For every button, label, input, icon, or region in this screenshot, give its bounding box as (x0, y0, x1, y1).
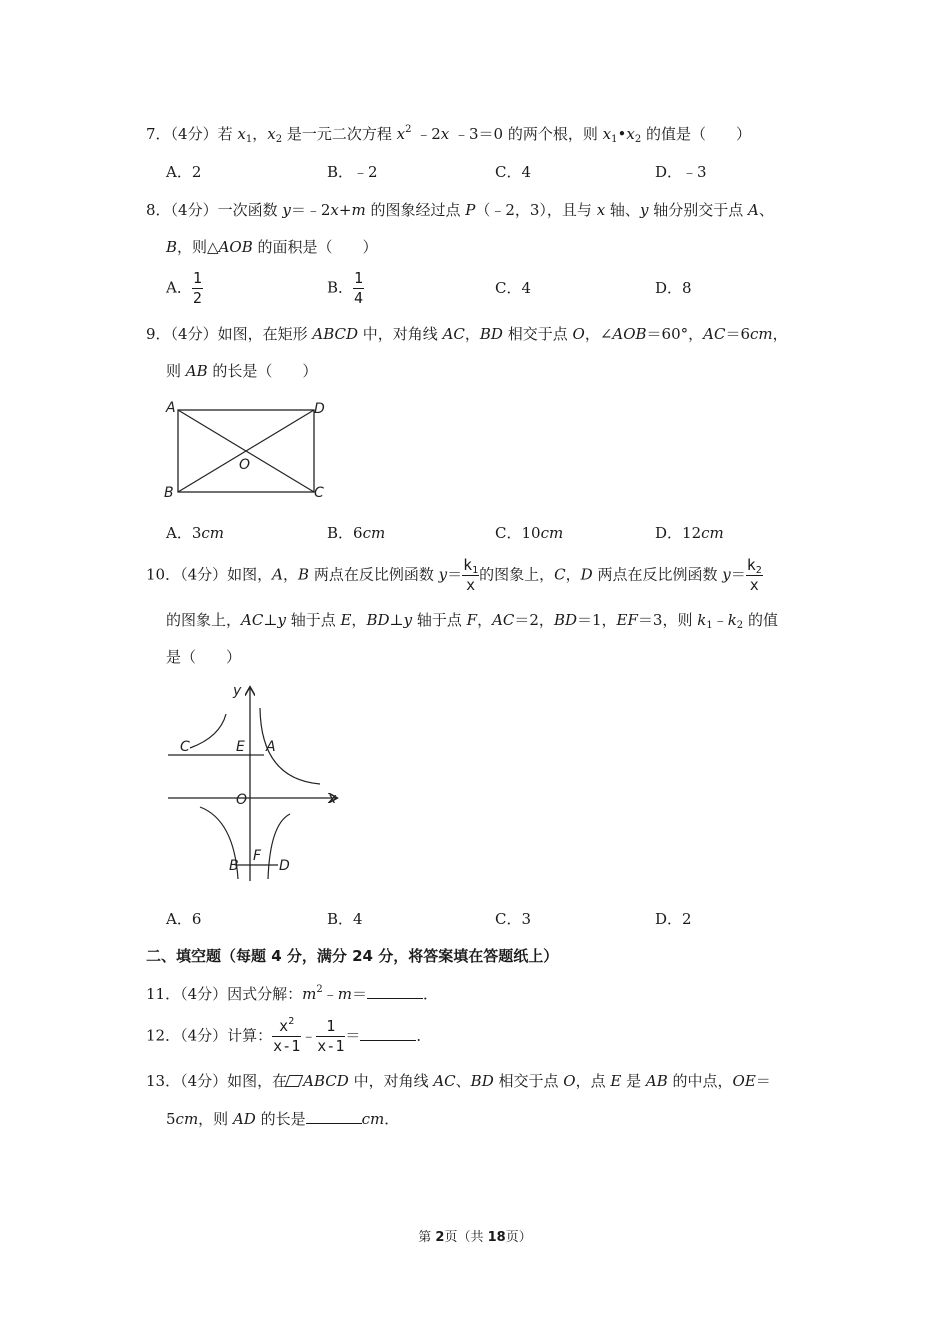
unit: cm (175, 1110, 199, 1128)
q-text: 轴于点 (285, 611, 341, 629)
var: AC (241, 611, 264, 629)
q9-option-d (655, 523, 724, 543)
var: AC (492, 611, 515, 629)
q-text: ， (464, 325, 480, 343)
question-9-line1 (146, 324, 788, 344)
total-pages: 18 (487, 1230, 506, 1245)
label-o: O (236, 792, 248, 808)
label-f: F (253, 848, 262, 864)
sub: 1 (472, 565, 479, 576)
q-text: 计算： (227, 1026, 273, 1045)
q-text: ． (384, 1110, 400, 1128)
q-text: 如图，在 (227, 1072, 288, 1090)
q-text: 两点在反比例函数 (309, 565, 439, 584)
question-13-line1 (146, 1071, 771, 1091)
var: B (298, 565, 310, 584)
footer-text: 页（共 (444, 1230, 488, 1245)
q-text: 如图， (227, 565, 273, 584)
denominator: x (466, 576, 476, 594)
sub: 2 (634, 134, 642, 145)
unit: cm (201, 524, 225, 542)
question-10-line1 (146, 557, 763, 594)
question-13-line2 (166, 1109, 399, 1129)
q-text: ． (416, 1026, 432, 1045)
label-x: x (328, 791, 337, 807)
q-num: 10． (146, 565, 181, 584)
var: x (440, 125, 450, 143)
var: EF (616, 611, 638, 629)
q-text: 若 (217, 125, 238, 143)
label-c: C (180, 739, 190, 755)
opt-value: 3 (191, 524, 202, 542)
q-text: ，则△ (177, 238, 219, 256)
var: x (396, 125, 406, 143)
var: y (282, 201, 291, 219)
q-text: 轴、 (605, 201, 640, 219)
page-footer (0, 1229, 950, 1247)
fraction-k2-over-x (746, 557, 763, 594)
unit: cm (362, 524, 386, 542)
label-e: E (236, 739, 245, 755)
question-12 (146, 1018, 431, 1055)
denominator: x-1 (317, 1037, 345, 1055)
var: B (166, 238, 178, 256)
fraction (353, 270, 364, 307)
denominator: x (749, 576, 759, 594)
opt-label: B． (327, 524, 354, 542)
var: AOB (612, 325, 647, 343)
var: m (302, 985, 317, 1003)
q-text: ， (351, 611, 367, 629)
question-10-line2 (166, 610, 778, 630)
var: BD (366, 611, 390, 629)
sup: 2 (288, 1016, 295, 1027)
denominator: x-1 (273, 1037, 301, 1055)
q-text: 的值 (743, 611, 778, 629)
q9-option-a (166, 523, 224, 543)
q-text: ＝﹣2 (290, 201, 331, 219)
q10-option-b: B．4 (327, 910, 363, 928)
q-text: ， (565, 565, 581, 584)
q-text: ＝ (730, 565, 746, 584)
q-text: ﹣ (301, 1026, 317, 1045)
numerator: 1 (326, 1017, 336, 1035)
q10-option-a: A．6 (166, 910, 202, 928)
q-score: （4分） (180, 565, 228, 584)
q-num: 8． (146, 201, 171, 219)
var: F (466, 611, 478, 629)
q-text: ﹣ (712, 611, 728, 629)
var: x (330, 201, 339, 219)
var: A (272, 565, 283, 584)
q-num: 13． (146, 1072, 181, 1090)
q-text: 中，对角线 (348, 1072, 434, 1090)
q-text: ＝2， (514, 611, 554, 629)
q-text: 轴于点 (412, 611, 467, 629)
k: k (746, 556, 756, 574)
var: AC (703, 325, 726, 343)
answer-blank[interactable] (306, 1109, 362, 1124)
answer-blank[interactable] (367, 984, 423, 999)
parallelogram-icon (285, 1075, 303, 1087)
fraction-k1-over-x (462, 557, 479, 594)
q-num: 9． (146, 325, 171, 343)
q-text: ＝1， (577, 611, 617, 629)
sub: 2 (755, 565, 762, 576)
sub: 2 (275, 134, 283, 145)
unit: cm (750, 325, 773, 343)
q-text: 是 (621, 1072, 646, 1090)
q-text: 是一元二次方程 (282, 125, 397, 143)
denominator: 4 (354, 289, 364, 307)
var: E (340, 611, 352, 629)
hyperbola-figure (160, 676, 350, 886)
var: O (563, 1072, 576, 1090)
q7-option-c: C．4 (495, 163, 532, 181)
opt-value: 10 (521, 524, 541, 542)
var: D (580, 565, 593, 584)
q-text: ＝ (755, 1072, 771, 1090)
var: C (554, 565, 566, 584)
question-8-line2 (166, 237, 378, 257)
q-text: ⊥ (389, 611, 404, 629)
q7-option-b: B．﹣2 (327, 163, 378, 181)
sub: 1 (245, 134, 253, 145)
var: x (596, 201, 606, 219)
q-text: 相交于点 (502, 325, 573, 343)
numerator: 1 (192, 269, 202, 287)
var: AOB (218, 238, 253, 256)
page-number: 2 (435, 1230, 445, 1245)
question-11 (146, 984, 438, 1004)
q-text: 的中点， (667, 1072, 733, 1090)
opt-value: 12 (682, 524, 702, 542)
opt-value: 6 (353, 524, 363, 542)
sup: 2 (316, 984, 323, 995)
q-text: ． (423, 985, 439, 1003)
var: P (465, 201, 476, 219)
unit: cm (361, 1110, 385, 1128)
fraction-x2-over-x-1 (272, 1018, 301, 1055)
q-score: （4分） (170, 201, 218, 219)
q-text: ＝3，则 (637, 611, 698, 629)
q-text: ＝60°， (646, 325, 704, 343)
q-text: （﹣2，3），且与 (475, 201, 597, 219)
question-7 (146, 124, 751, 144)
q-text: ， (772, 325, 788, 343)
numerator (746, 557, 763, 575)
q-text: ﹣3＝0 的两个根，则 (449, 125, 603, 143)
unit: cm (540, 524, 564, 542)
q8-option-a (166, 270, 203, 307)
unit: cm (701, 524, 724, 542)
sub: 2 (736, 620, 744, 631)
opt-label: C． (495, 524, 522, 542)
numerator (278, 1018, 295, 1036)
label-o: O (239, 457, 251, 473)
opt-label: B． (327, 278, 354, 297)
var: m (337, 985, 353, 1003)
section-2-heading: 二、填空题（每题 4 分，满分 24 分，将答案填在答题纸上） (146, 947, 559, 965)
var: x (237, 125, 246, 143)
label-c: C (314, 485, 324, 501)
var: y (277, 611, 286, 629)
var: BD (479, 325, 503, 343)
var: y (722, 565, 731, 584)
q-text: 一次函数 (217, 201, 283, 219)
numerator (462, 557, 479, 575)
q-text: ， (252, 125, 268, 143)
x: x (279, 1017, 289, 1035)
q-text: 因式分解： (227, 985, 303, 1003)
q-score: （4分） (180, 1072, 228, 1090)
fraction-1-over-x-1 (316, 1018, 345, 1055)
q-text: 两点在反比例函数 (592, 565, 723, 584)
q8-option-c: C．4 (495, 279, 532, 297)
var: y (639, 201, 649, 219)
var: ABCD (303, 1072, 349, 1090)
q10-option-d: D．2 (655, 910, 692, 928)
label-d: D (279, 858, 290, 874)
var: AC (433, 1072, 456, 1090)
opt-label: A． (166, 524, 192, 542)
label-a: A (166, 400, 176, 416)
q-text: ﹣2 (411, 125, 441, 143)
var: BD (470, 1072, 494, 1090)
curve-c-branch (190, 714, 226, 748)
fraction (192, 270, 203, 307)
q-text: ＝ (345, 1026, 361, 1045)
label-b: B (229, 858, 239, 874)
answer-blank[interactable] (360, 1026, 416, 1041)
q10-option-c: C．3 (495, 910, 532, 928)
var: y (438, 565, 448, 584)
q-text: 、 (455, 1072, 471, 1090)
var: x (267, 125, 276, 143)
q-text: 的长是 (255, 1110, 306, 1128)
q-text: 的面积是（ ） (252, 238, 378, 256)
var: AD (232, 1110, 256, 1128)
label-b: B (164, 485, 174, 501)
q8-option-d: D．8 (655, 279, 692, 297)
q-text: ，则 (198, 1110, 233, 1128)
q-text: 则 (166, 362, 186, 380)
q-text: 的图象上， (479, 565, 555, 584)
label-a: A (266, 739, 276, 755)
denominator: 2 (192, 289, 202, 307)
q-text: 中，对角线 (358, 325, 443, 343)
q-text: ， (283, 565, 299, 584)
sub: 1 (706, 620, 713, 631)
var: ABCD (312, 325, 359, 343)
q-text: 的图象上， (166, 611, 242, 629)
question-9-line2 (166, 361, 317, 381)
sup: 2 (405, 124, 412, 135)
question-10-line3: 是（ ） (166, 648, 242, 666)
opt-label: D． (655, 524, 683, 542)
var: AB (645, 1072, 668, 1090)
q-text: ＝6 (725, 325, 750, 343)
var: OE (732, 1072, 756, 1090)
q9-option-c (495, 523, 563, 543)
q-text: + (338, 201, 352, 219)
q-num: 11． (146, 985, 181, 1003)
k: k (463, 556, 473, 574)
opt-label: A． (166, 278, 192, 297)
q-score: （4分） (170, 325, 218, 343)
q-score: （4分） (180, 985, 228, 1003)
numerator: 1 (354, 269, 364, 287)
q-text: ，点 (575, 1072, 611, 1090)
rectangle-figure (160, 395, 340, 505)
q-text: 的长是（ ） (207, 362, 318, 380)
q-text: ，∠ (584, 325, 613, 343)
var: AB (185, 362, 208, 380)
q-text: ＝ (352, 985, 368, 1003)
q-text: ⊥ (263, 611, 278, 629)
question-8-line1 (146, 200, 774, 220)
q7-option-d: D．﹣3 (655, 163, 707, 181)
label-d: D (314, 401, 325, 417)
label-y: y (233, 683, 242, 699)
var: AC (442, 325, 465, 343)
q-text: 5 (166, 1110, 176, 1128)
q-text: 如图，在矩形 (217, 325, 313, 343)
q-num: 12． (146, 1026, 181, 1045)
q-text: ﹣ (322, 985, 338, 1003)
footer-text: 页） (505, 1230, 532, 1245)
q-text: 的图象经过点 (365, 201, 466, 219)
q-text: 相交于点 (493, 1072, 564, 1090)
q9-option-b (327, 523, 385, 543)
var: O (572, 325, 585, 343)
var: k (697, 611, 707, 629)
q-text: 、 (758, 201, 774, 219)
var: BD (553, 611, 577, 629)
q-num: 7． (146, 125, 171, 143)
q-score: （4分） (180, 1026, 228, 1045)
var: A (747, 201, 759, 219)
var: m (351, 201, 366, 219)
var: x (602, 125, 612, 143)
footer-text: 第 (418, 1230, 436, 1245)
q-text: • (617, 125, 627, 143)
q7-option-a: A．2 (166, 163, 202, 181)
q-score: （4分） (170, 125, 218, 143)
var: y (403, 611, 413, 629)
var: x (626, 125, 635, 143)
var: k (727, 611, 737, 629)
q-text: 的值是（ ） (641, 125, 751, 143)
q8-option-b (327, 270, 364, 307)
q-text: ＝ (447, 565, 463, 584)
q-text: ， (477, 611, 493, 629)
sub: 1 (611, 134, 618, 145)
q-text: 轴分别交于点 (648, 201, 748, 219)
var: E (610, 1072, 622, 1090)
